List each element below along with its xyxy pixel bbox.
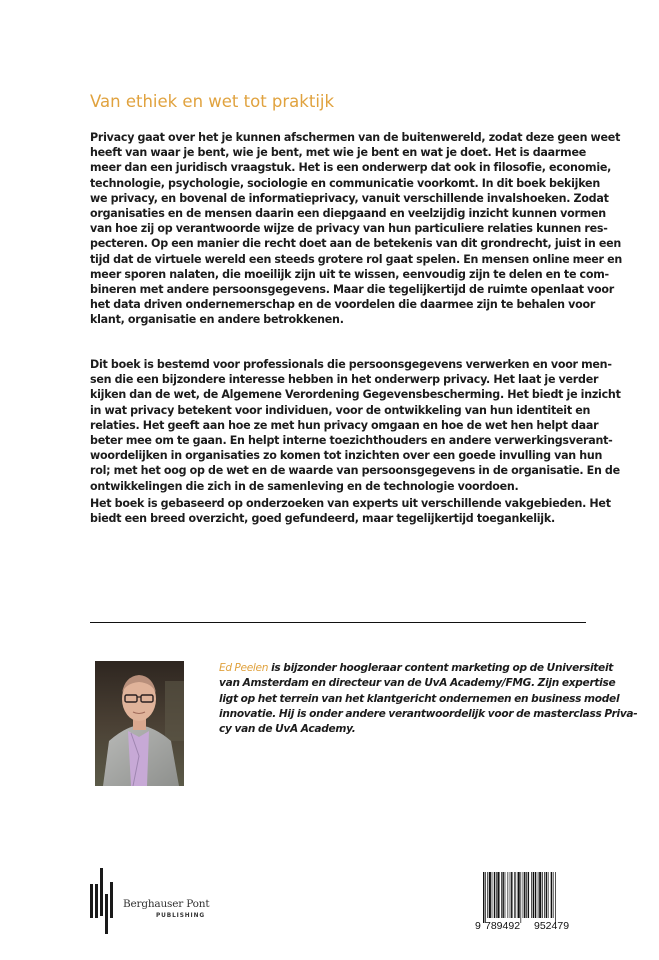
isbn-first-digit: 9 (475, 920, 481, 932)
paragraph-line: pecteren. Op een manier die recht doet aan de betekenis van dit grondrecht, juist in een (90, 237, 622, 251)
body-paragraph-3 (90, 496, 611, 526)
barcode-bar (505, 872, 506, 918)
paragraph-line: meer sporen nalaten, die moeilijk zijn uit te wissen, eenvoudig zijn te delen en te com- (90, 267, 609, 281)
paragraph-line: Het boek is gebaseerd op onderzoeken van experts uit verschillende vakgebieden. Het (90, 497, 611, 510)
paragraph-line: rol; met het oog op de wet en de waarde van persoonsgegevens in de organisatie. En de (90, 464, 620, 478)
barcode-bar (528, 872, 529, 918)
barcode-bars (483, 872, 581, 923)
paragraph-line: Dit boek is bestemd voor professionals die persoonsgegevens verwerken en voor men- (90, 358, 612, 371)
barcode-bar (483, 872, 484, 923)
barcode-bar (539, 872, 541, 918)
barcode-bar (518, 872, 520, 918)
barcode-bar (496, 872, 497, 918)
barcode-bar (538, 872, 539, 918)
barcode-bar (485, 872, 486, 923)
barcode-bar (511, 872, 512, 918)
paragraph-line: van hoe zij op verantwoorde wijze de privacy van hun particuliere relaties kunnen res- (90, 222, 608, 236)
paragraph-line: klant, organisatie en andere betrokkenen. (90, 313, 344, 327)
paragraph-line: organisaties en de mensen daarin een diepgaand en veelzijdig inzicht kunnen vormen (90, 207, 606, 221)
body-paragraph-1 (90, 130, 622, 328)
bio-line (219, 661, 614, 676)
barcode-bar (497, 872, 499, 918)
paragraph-line: relaties. Het geeft aan hoe ze met hun privacy omgaan en hoe de wet hen helpt daar (90, 418, 599, 432)
barcode-bar (520, 872, 521, 923)
paragraph-line: tijd dat de virtuele wereld een steeds grotere rol gaat spelen. En mensen online meer en (90, 252, 622, 266)
isbn-barcode (475, 872, 583, 934)
bio-line: cy van de UvA Academy. (219, 723, 356, 736)
paragraph-line: biedt een breed overzicht, goed gefundeerd, maar tegelijkertijd toegankelijk. (90, 512, 555, 526)
barcode-bar (487, 872, 488, 918)
barcode-bar (533, 872, 534, 918)
barcode-bar (548, 872, 549, 918)
paragraph-line: kijken dan de wet, de Algemene Verordening Gegevensbescherming. Het biedt je inzicht (90, 388, 621, 402)
barcode-bar (526, 872, 527, 918)
barcode-bar (489, 872, 491, 918)
barcode-bar (551, 872, 552, 918)
barcode-bar (507, 872, 508, 918)
publisher-mark-icon (90, 868, 120, 934)
barcode-bar (494, 872, 495, 918)
barcode-bar (542, 872, 543, 918)
cover-heading: Van ethiek en wet tot praktijk (90, 92, 335, 111)
barcode-bar (510, 872, 511, 918)
paragraph-line: beter mee om te gaan. En helpt interne toezichthouders en andere verwerkingsverant- (90, 434, 613, 448)
body-paragraph-2 (90, 357, 621, 494)
paragraph-line: ontwikkelingen die zich in de samenleving en de technologie voordoen. (90, 479, 519, 493)
barcode-bar (531, 872, 532, 918)
barcode-bar (555, 872, 556, 923)
isbn-right-group: 952479 (534, 920, 570, 932)
barcode-bar (546, 872, 547, 918)
author-name: Ed Peelen (219, 662, 269, 674)
publisher-logo (90, 868, 260, 936)
barcode-bar (553, 872, 554, 918)
bio-line: innovatie. Hij is onder andere verantwoordelijk voor de masterclass Priva- (219, 707, 638, 720)
isbn-left-group: 789492 (485, 920, 521, 932)
barcode-bar (502, 872, 503, 918)
barcode-bar (523, 872, 524, 918)
barcode-bar (514, 872, 515, 918)
bio-text: is bijzonder hoogleraar content marketing op de Universiteit (268, 662, 614, 674)
paragraph-line: woordelijken in organisaties zo komen tot inzichten over een goede invulling van hun (90, 449, 603, 463)
bio-line: ligt op het terrein van het klantgericht ondernemen en business model (219, 692, 620, 705)
paragraph-line: in wat privacy betekent voor individuen, voor de ontwikkeling van hun identiteit en (90, 403, 591, 417)
author-photo (95, 661, 184, 786)
paragraph-line: Privacy gaat over het je kunnen afschermen van de buitenwereld, zodat deze geen weet (90, 131, 621, 144)
author-bio (219, 661, 638, 737)
barcode-bar (544, 872, 545, 918)
publisher-subtitle: PUBLISHING (156, 913, 206, 919)
paragraph-line: heeft van waar je bent, wie je bent, met wie je bent en wat je doet. Het is daarmee (90, 146, 586, 160)
divider-rule (90, 622, 586, 623)
paragraph-line: sen die een bijzondere interesse hebben in het onderwerp privacy. Het laat je verder (90, 373, 599, 387)
paragraph-line: meer dan een juridisch vraagstuk. Het is een onderwerp dat ook in filosofie, economie, (90, 161, 612, 175)
barcode-bar (501, 872, 502, 918)
barcode-bar (515, 872, 516, 918)
paragraph-line: we privacy, en bovenal de informatieprivacy, vanuit verschillende invalshoeken. Zodat (90, 191, 609, 205)
author-portrait-image (95, 661, 184, 786)
paragraph-line: bineren met andere persoonsgegevens. Maar die tegelijkertijd de ruimte openlaat voor (90, 283, 615, 297)
paragraph-line: het data driven ondernemerschap en de voordelen die daarmee zijn te behalen voor (90, 298, 596, 312)
paragraph-line: technologie, psychologie, sociologie en communicatie voorkomt. In dit boek bekijken (90, 176, 600, 190)
bio-line: van Amsterdam en directeur van de UvA Academy/FMG. Zijn expertise (219, 677, 616, 690)
barcode-bar (535, 872, 536, 918)
publisher-name: Berghauser Pont (123, 898, 210, 910)
barcode-bar (524, 872, 525, 918)
barcode-bar (492, 872, 493, 918)
